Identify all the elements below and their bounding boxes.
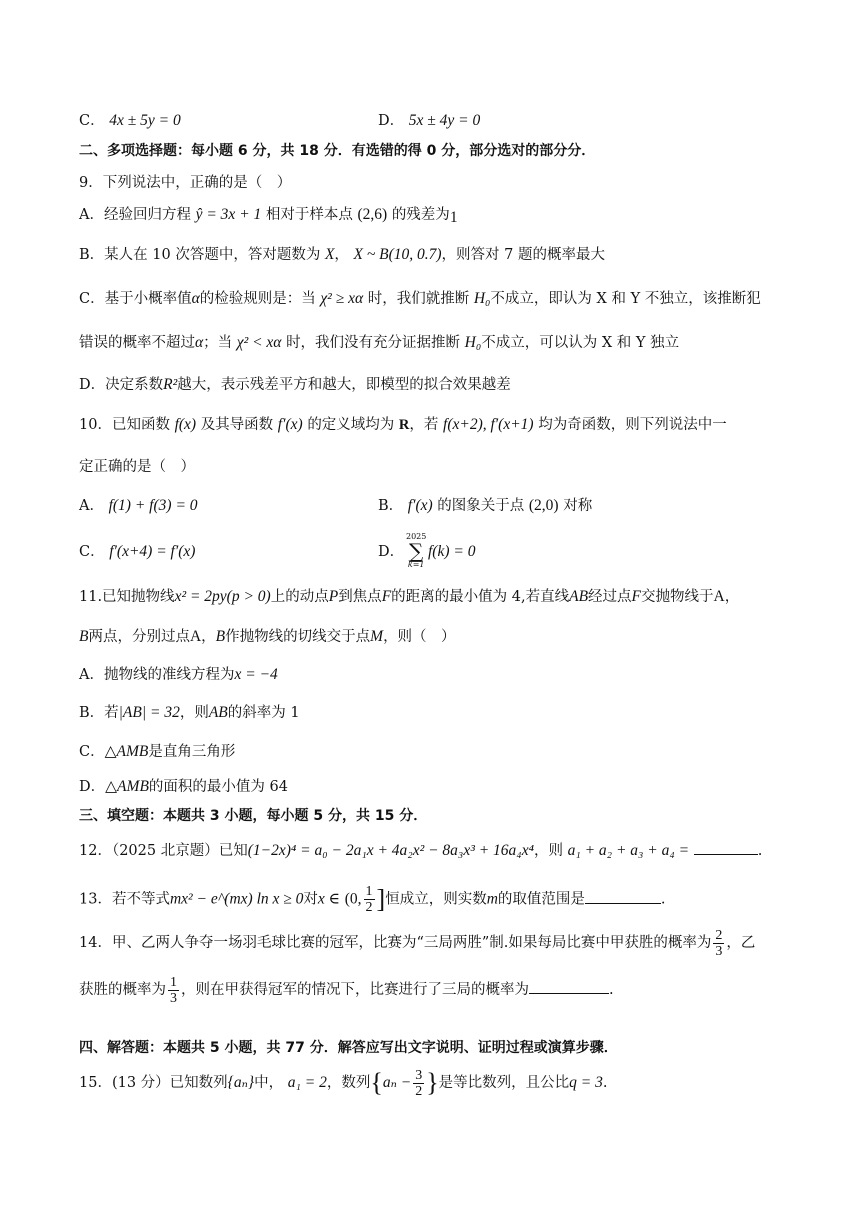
q15-text-mid2: ，数列	[326, 1075, 371, 1091]
q9-a-mid: 相对于样本点	[265, 207, 353, 223]
q14-frac2-num: 1	[170, 974, 177, 990]
q10-b-expr: f′(x)	[407, 497, 433, 514]
q11-d-label: D．	[79, 779, 106, 795]
q11-text-post: 交抛物线于	[641, 589, 714, 605]
q14-line1	[79, 926, 755, 960]
q10-text-post: 均为奇函数，则下列说法中一	[538, 417, 727, 433]
q8-option-c	[79, 110, 181, 132]
q9-c1-text: C．基于小概率值	[79, 291, 192, 307]
q14-text-post2: ，则在甲获得冠军的情况下，比赛进行了三局的概率为	[181, 982, 529, 998]
q14-frac1-den: 3	[715, 943, 723, 959]
q9-d-text: D．决定系数	[79, 377, 164, 393]
q9-option-d	[79, 374, 511, 396]
q10-fprime: f′(x)	[277, 416, 303, 433]
q11-c-triangle: △AMB	[104, 743, 149, 760]
q11-point-b2: B	[215, 628, 226, 645]
q8-option-d	[378, 110, 480, 132]
q11-text-mid: 上的动点	[270, 589, 329, 605]
q15-frac-den: 2	[415, 1083, 423, 1099]
q9-b-post: ，则答对 7 题的概率最大	[441, 247, 605, 263]
q12-text-mid: ，则	[533, 843, 563, 859]
q11-text-mid3: 的距离的最小值为 4,若直线	[391, 589, 570, 605]
q9-c1-cond: χ² ≥ xα	[320, 290, 364, 307]
q9-c2-h0: H₀	[464, 334, 482, 351]
q12-answer-blank[interactable]	[694, 840, 758, 855]
q12-text-pre: 12．（2025 北京题）已知	[79, 843, 248, 859]
q12-sum: a₁ + a₂ + a₃ + a₄ =	[567, 842, 690, 859]
q15-brace-right: }	[426, 1068, 439, 1097]
q13-answer-blank[interactable]	[585, 889, 661, 904]
q9-option-b	[79, 244, 605, 266]
q9-a-post: 的残差为	[391, 207, 450, 223]
q9-c2-cond: χ² < xα	[236, 334, 282, 351]
q10-a-expr: f(1) + f(3) = 0	[108, 497, 198, 514]
q9-c1-tail: 不成立，即认为 X 和 Y 不独立，该推断犯	[490, 291, 761, 307]
q11-stem-line1	[79, 586, 739, 608]
q9-stem: 9．下列说法中，正确的是（ ）	[79, 175, 292, 191]
q14-text-pre2: 获胜的概率为	[79, 982, 166, 998]
q15-seq2-term: aₙ −	[382, 1074, 412, 1091]
q10-real-set: R	[398, 417, 410, 433]
q10-b-mid: 的图象关于点	[437, 498, 525, 514]
q9-option-c-line2	[79, 332, 679, 354]
q15-sequence: {aₙ}	[227, 1074, 255, 1091]
q9-c1-mid: 的检验规则是：当	[199, 291, 316, 307]
q10-d-sum-lower: k=1	[407, 560, 425, 569]
q9-d-post: 越大，表示残差平方和越大，即模型的拟合效果越差	[177, 377, 511, 393]
q11-d-post: 的面积的最小值为 64	[148, 779, 288, 795]
q9-a-expr: ŷ = 3x + 1	[195, 206, 262, 223]
q14-end: .	[609, 982, 614, 998]
q14-fraction-1	[713, 928, 724, 959]
q15-brace-left: {	[370, 1068, 383, 1097]
q13	[79, 884, 666, 915]
q14-fraction-2	[168, 975, 179, 1006]
q8-option-d-expr: 5x ± 4y = 0	[408, 112, 481, 129]
q11-b-mid: ，则	[179, 705, 209, 721]
q10-b-point: (2,0)	[528, 497, 559, 514]
q11-point-a: A	[713, 588, 725, 605]
q10-a-label: A．	[79, 498, 104, 514]
q10-c-expr: f′(x+4) = f′(x)	[109, 543, 196, 560]
q10-d-sigma: ∑	[409, 539, 424, 563]
q11-c-post: 是直角三角形	[148, 744, 236, 760]
q11-text-mid6: 作抛物线的切线交于点	[225, 629, 371, 645]
q11-b-ab: AB	[208, 704, 228, 721]
q10-stem-line2: 定正确的是（ ）	[79, 459, 195, 475]
q11-option-b	[79, 702, 300, 724]
q14-frac2-den: 3	[170, 990, 177, 1006]
q15-a1: a₁ = 2	[287, 1074, 327, 1091]
q13-frac-num: 1	[365, 884, 373, 899]
q8-option-d-label: D．	[378, 113, 405, 129]
q10-option-c	[79, 541, 195, 563]
q14-text-post1: ，乙	[726, 935, 756, 951]
q11-line-ab: AB	[569, 588, 589, 605]
q13-x-in: x ∈	[317, 890, 341, 908]
q14-text-pre: 14．甲、乙两人争夺一场羽毛球比赛的冠军，比赛为“三局两胜”制.如果每局比赛中甲获胜的概率为	[79, 935, 712, 951]
q11-text-pre: 11.已知抛物线	[79, 589, 175, 605]
q11-text-mid5: 两点，分别过点	[88, 629, 190, 645]
q11-option-d	[79, 776, 288, 798]
q11-option-a	[79, 664, 278, 686]
q9-option-a	[79, 204, 458, 226]
q11-point-m: M	[370, 628, 384, 645]
q11-point-b: B	[79, 628, 89, 645]
q13-fraction	[364, 884, 375, 915]
q10-b-post: 对称	[563, 498, 593, 514]
q15-frac-num: 3	[415, 1067, 423, 1083]
q11-text-mid4: 经过点	[588, 589, 632, 605]
q9-c2-tail: 不成立，可以认为 X 和 Y 独立	[481, 335, 680, 351]
q10-d-label: D．	[378, 544, 405, 560]
section3-heading: 三、填空题：本题共 3 小题，每小题 5 分，共 15 分．	[79, 808, 428, 824]
q14-answer-blank[interactable]	[529, 979, 609, 994]
q10-text-pre: 10．已知函数	[79, 417, 170, 433]
q9-b-dist: X ~ B(10, 0.7)	[353, 246, 442, 263]
q9-c1-post: 时，我们就推断	[367, 291, 470, 307]
q10-d-sum	[406, 532, 426, 570]
q11-point-p: P	[328, 588, 339, 605]
q15-ratio: q = 3	[569, 1074, 603, 1091]
q11-stem-line2	[79, 626, 456, 648]
q11-text-post2: ，则（ ）	[383, 629, 456, 645]
q13-text-mid2: 恒成立，则实数	[385, 891, 487, 908]
q10-text-domain: 的定义域均为	[307, 417, 395, 433]
q15	[79, 1066, 608, 1100]
q11-b-expr: |AB| = 32	[118, 704, 180, 721]
q9-c2-text: 错误的概率不超过	[79, 335, 195, 351]
q10-f: f(x)	[174, 416, 197, 433]
q10-b-label: B．	[378, 498, 404, 514]
q13-text-post: 的取值范围是	[497, 891, 585, 908]
q11-d-triangle: △AMB	[105, 778, 149, 795]
q9-b-x: X	[324, 246, 335, 263]
q10-text-if: ，若	[409, 417, 439, 433]
q9-c1-alpha: α	[191, 290, 200, 307]
q11-a-text: A．抛物线的准线方程为	[79, 667, 235, 683]
q12-end: .	[757, 843, 763, 859]
q9-a-point: (2,6)	[357, 206, 388, 223]
q10-c-label: C．	[79, 544, 105, 560]
q9-option-c-line1	[79, 288, 761, 310]
q11-b-post: 的斜率为 1	[227, 705, 300, 721]
q8-option-c-expr: 4x ± 5y = 0	[109, 112, 181, 129]
q15-text-post: 是等比数列，且公比	[438, 1075, 570, 1091]
q13-m: m	[486, 890, 498, 908]
q13-frac-den: 2	[365, 900, 373, 915]
q13-interval-open: (0,	[344, 890, 362, 908]
q11-a-expr: x = −4	[234, 666, 278, 683]
q12-expansion: (1−2x)⁴ = a₀ − 2a₁x + 4a₂x² − 8a₃x³ + 16a₄x⁴	[247, 842, 534, 859]
q13-interval-close: ]	[376, 884, 386, 914]
q10-text-mid: 及其导函数	[200, 417, 274, 433]
q10-option-b	[378, 495, 592, 517]
q11-option-c	[79, 741, 235, 763]
q12	[79, 840, 762, 862]
q15-text-mid: 中，	[254, 1075, 284, 1091]
q14-frac1-num: 2	[715, 927, 723, 943]
q9-b-sep: ，	[334, 247, 349, 263]
q13-text-mid: 对	[303, 891, 318, 908]
q13-end: .	[660, 891, 666, 908]
q10-stem-line1	[79, 414, 727, 436]
q11-point-f2: F	[631, 588, 642, 605]
q11-comma2: ，	[201, 629, 216, 645]
q9-a-value: 1	[449, 209, 458, 226]
q11-c-label: C．	[79, 744, 105, 760]
q15-end: .	[602, 1075, 608, 1091]
q13-text-pre: 13．若不等式	[79, 891, 170, 908]
q11-point-f: F	[381, 588, 392, 605]
q11-text-mid2: 到焦点	[338, 589, 382, 605]
q9-b-text: B．某人在 10 次答题中，答对题数为	[79, 247, 321, 263]
q9-a-text: A．经验回归方程	[79, 207, 191, 223]
q9-d-r2: R²	[163, 376, 178, 393]
section2-heading: 二、多项选择题：每小题 6 分，共 18 分．有选错的得 0 分，部分选对的部分分．	[79, 143, 596, 159]
q9-c1-h0: H₀	[473, 290, 491, 307]
q8-option-c-label: C．	[79, 113, 105, 129]
q11-b-text: B．若	[79, 705, 119, 721]
q11-point-a2: A	[189, 628, 202, 645]
q10-option-a	[79, 495, 198, 517]
q11-parabola-eq: x² = 2py(p > 0)	[174, 588, 271, 605]
q9-c2-post: 时，我们没有充分证据推断	[286, 335, 461, 351]
q10-d-expr: f(k) = 0	[428, 543, 476, 560]
q13-inequality: mx² − e^(mx) ln x ≥ 0	[169, 890, 304, 908]
section4-heading: 四、解答题：本题共 5 小题，共 77 分．解答应写出文字说明、证明过程或演算步骤．	[79, 1040, 618, 1056]
q11-comma: ，	[724, 589, 740, 605]
q15-text-pre: 15．(13 分）已知数列	[79, 1075, 228, 1091]
q10-d-sum-upper: 2025	[406, 532, 427, 541]
q9-c2-mid: ；当	[203, 335, 233, 351]
q14-line2	[79, 973, 614, 1007]
q15-fraction	[413, 1068, 424, 1099]
q10-odd-functions: f(x+2), f′(x+1)	[443, 416, 534, 433]
q9-c2-alpha: α	[195, 334, 204, 351]
